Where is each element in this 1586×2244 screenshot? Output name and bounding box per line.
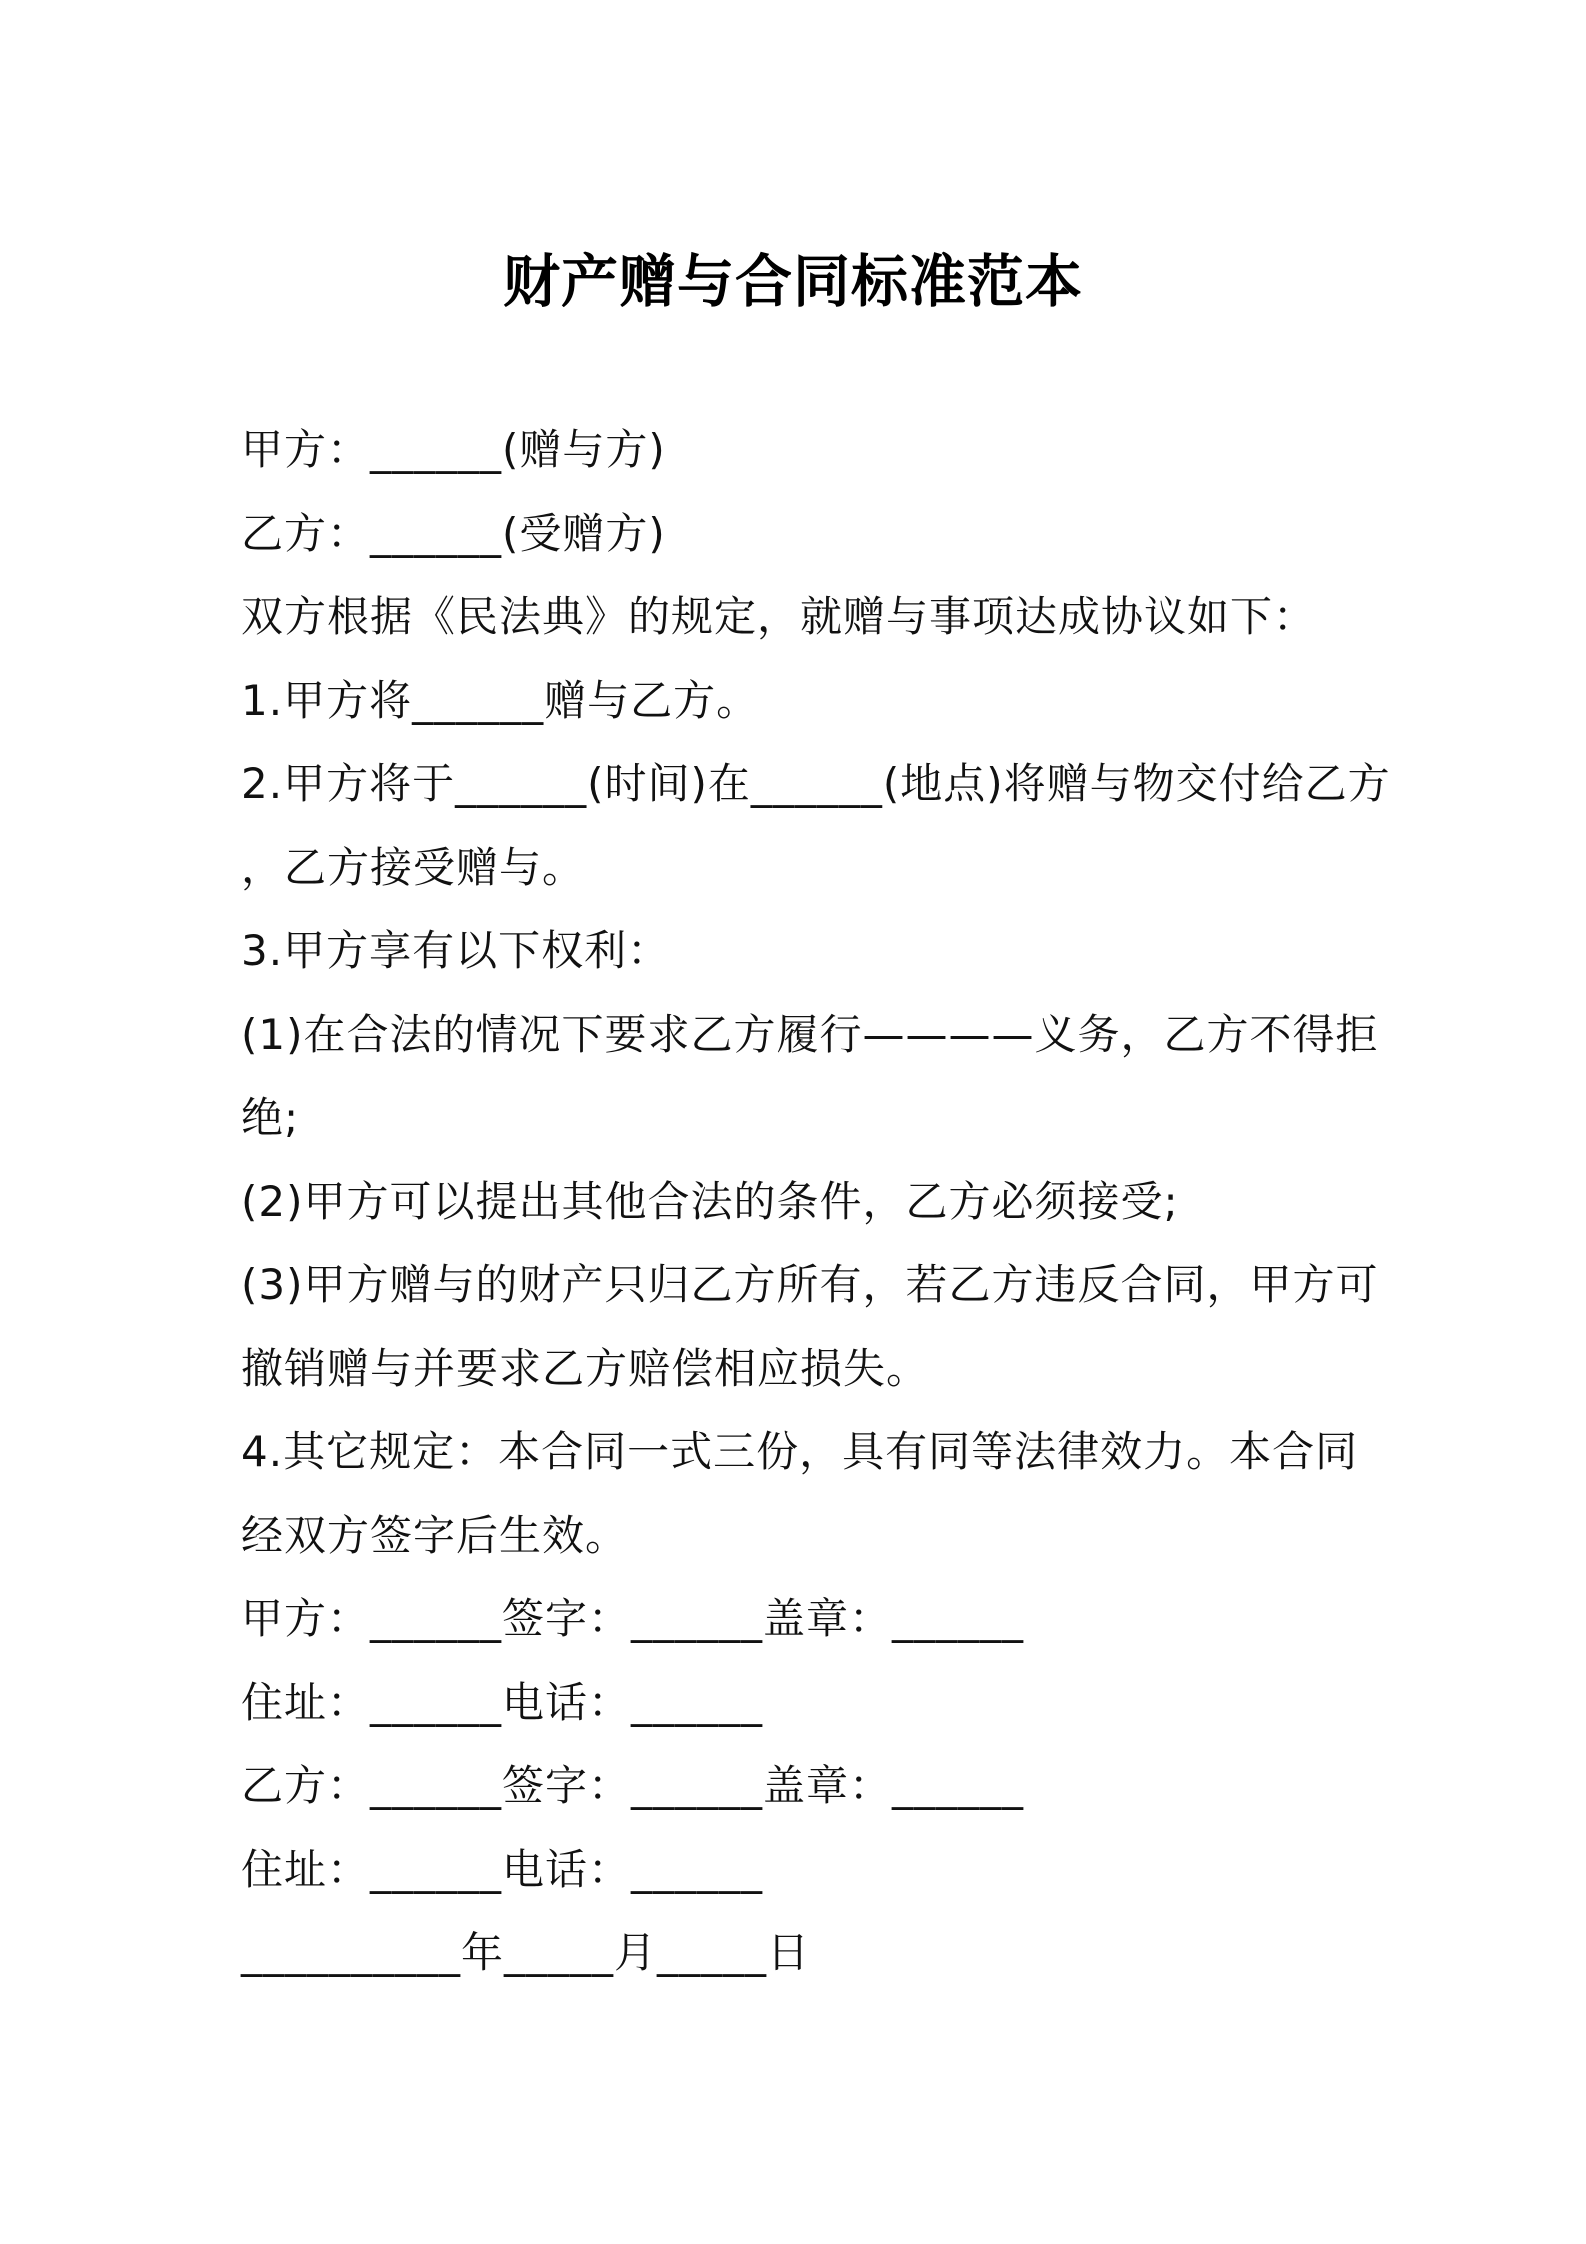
clause-2-continued: ，乙方接受赠与。 — [241, 842, 586, 892]
party-a-contact-line: 住址：______电话：______ — [241, 1677, 764, 1727]
party-b-signature-line: 乙方：______签字：______盖章：______ — [241, 1761, 1025, 1810]
date-line: __________年_____月_____日 — [241, 1928, 811, 1977]
clause-3-item-1-continued: 绝; — [241, 1093, 300, 1142]
clause-3-item-3: (3)甲方赠与的财产只归乙方所有，若乙方违反合同，甲方可 — [241, 1260, 1379, 1309]
document-body — [241, 408, 1391, 1995]
agreement-intro: 双方根据《民法典》的规定，就赠与事项达成协议如下： — [241, 592, 1317, 641]
document-title: 财产赠与合同标准范本 — [503, 249, 1083, 315]
clause-1: 1.甲方将______赠与乙方。 — [241, 675, 760, 725]
clause-4: 4.其它规定：本合同一式三份，具有同等法律效力。本合同 — [241, 1427, 1359, 1476]
clause-2: 2.甲方将于______(时间)在______(地点)将赠与物交付给乙方 — [241, 759, 1391, 808]
clause-3: 3.甲方享有以下权利： — [241, 926, 671, 975]
clause-3-item-2: (2)甲方可以提出其他合法的条件，乙方必须接受; — [241, 1176, 1179, 1226]
clause-4-continued: 经双方签字后生效。 — [241, 1510, 629, 1560]
clause-3-item-1: (1)在合法的情况下要求乙方履行————义务，乙方不得拒 — [241, 1009, 1379, 1059]
party-a-signature-line: 甲方：______签字：______盖章：______ — [241, 1594, 1025, 1643]
party-b-line: 乙方：______(受赠方) — [241, 508, 666, 558]
party-a-line: 甲方：______(赠与方) — [241, 425, 666, 474]
clause-3-item-3-continued: 撤销赠与并要求乙方赔偿相应损失。 — [241, 1343, 930, 1393]
party-b-contact-line: 住址：______电话：______ — [241, 1844, 764, 1894]
